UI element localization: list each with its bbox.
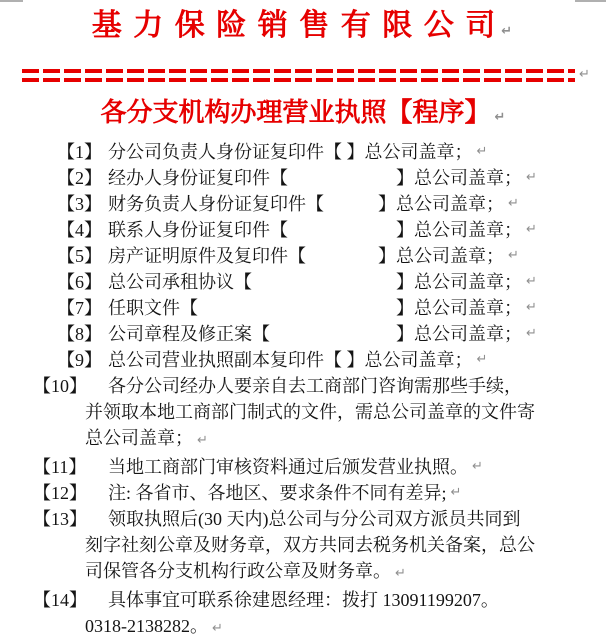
item-text: 领取执照后(30 天内)总公司与分公司双方派员共同到 xyxy=(108,509,521,529)
item-text-continuation xyxy=(85,399,606,425)
list-item-4 xyxy=(33,217,606,243)
list-item-13 xyxy=(0,506,606,587)
item-text-continuation xyxy=(85,532,606,558)
company-title-text: 基 力 保 险 销 售 有 限 公 司 xyxy=(91,9,498,42)
item-text: 联系人身份证复印件【 】总公司盖章； xyxy=(108,220,522,240)
item-number: 【6】 xyxy=(57,272,102,292)
item-text: 房产证明原件及复印件【 】总公司盖章； xyxy=(108,246,504,266)
item-text: 刻字社刻公章及财务章，双方共同去税务机关备案，总公 xyxy=(85,535,535,555)
dash-row-top xyxy=(22,69,575,73)
procedure-list xyxy=(0,139,606,642)
page-margin-mark-right xyxy=(575,0,606,2)
item-text: 司保管各分支机构行政公章及财务章。 xyxy=(85,561,391,581)
item-text: 注: 各省市、各地区、要求条件不同有差异; xyxy=(108,483,447,503)
item-text: 并领取本地工商部门制式的文件，需总公司盖章的文件寄 xyxy=(85,402,535,422)
company-title xyxy=(0,0,606,51)
paragraph-mark-icon: ↵ xyxy=(501,24,515,39)
list-item-14 xyxy=(0,587,606,642)
paragraph-mark-icon: ↵ xyxy=(476,352,488,367)
list-item-1 xyxy=(33,139,606,165)
item-text: 总公司承租协议【 】总公司盖章； xyxy=(108,272,522,292)
double-dash-line xyxy=(22,69,575,82)
paragraph-mark-icon: ↵ xyxy=(526,170,537,185)
paragraph-mark-icon: ↵ xyxy=(494,110,506,125)
paragraph-mark-icon: ↵ xyxy=(212,621,223,636)
item-number: 【7】 xyxy=(57,298,102,318)
list-item-7 xyxy=(33,295,606,321)
paragraph-mark-icon: ↵ xyxy=(526,274,537,289)
item-number: 【2】 xyxy=(57,168,102,188)
paragraph-mark-icon: ↵ xyxy=(450,485,462,500)
item-text: 总公司盖章； xyxy=(85,428,193,448)
list-item-12 xyxy=(33,480,606,506)
item-number: 【13】 xyxy=(33,509,87,529)
item-text: 经办人身份证复印件【 】总公司盖章； xyxy=(108,168,522,188)
dash-row-bottom xyxy=(22,78,575,82)
paragraph-mark-icon: ↵ xyxy=(526,222,537,237)
item-number: 【11】 xyxy=(33,457,87,477)
section-heading xyxy=(0,99,606,132)
item-text: 分公司负责人身份证复印件【 】总公司盖章； xyxy=(108,142,473,162)
item-number: 【5】 xyxy=(57,246,102,266)
item-text: 0318-2138282。 xyxy=(85,616,208,636)
item-number: 【8】 xyxy=(57,324,102,344)
paragraph-mark-icon: ↵ xyxy=(526,326,537,341)
list-item-6 xyxy=(33,269,606,295)
item-number: 【4】 xyxy=(57,220,102,240)
list-item-3 xyxy=(33,191,606,217)
list-item-11 xyxy=(33,454,606,480)
list-item-8 xyxy=(33,321,606,347)
item-text-continuation xyxy=(85,613,606,642)
red-double-separator xyxy=(22,67,606,82)
item-text: 各分公司经办人要亲自去工商部门咨询需那些手续， xyxy=(108,376,522,396)
paragraph-mark-icon: ↵ xyxy=(197,433,208,448)
paragraph-mark-icon: ↵ xyxy=(395,566,406,581)
item-text: 财务负责人身份证复印件【 】总公司盖章； xyxy=(108,194,504,214)
item-text-continuation xyxy=(85,558,606,587)
paragraph-mark-icon: ↵ xyxy=(476,144,488,159)
paragraph-mark-icon: ↵ xyxy=(508,196,519,211)
list-item-10 xyxy=(0,373,606,454)
paragraph-mark-icon: ↵ xyxy=(579,67,590,82)
item-number: 【12】 xyxy=(33,483,87,503)
list-item-5 xyxy=(33,243,606,269)
section-heading-text: 各分支机构办理营业执照【程序】 xyxy=(100,98,491,127)
paragraph-mark-icon: ↵ xyxy=(508,248,519,263)
item-number: 【10】 xyxy=(33,376,87,396)
item-number: 【3】 xyxy=(57,194,102,214)
item-text: 当地工商部门审核资料通过后颁发营业执照。 xyxy=(108,457,468,477)
item-text: 具体事宜可联系徐建恩经理：拨打 13091199207。 xyxy=(108,590,499,610)
list-item-9 xyxy=(33,347,606,373)
list-item-2 xyxy=(33,165,606,191)
item-number: 【9】 xyxy=(57,350,102,370)
item-number: 【1】 xyxy=(57,142,102,162)
item-text: 总公司营业执照副本复印件【 】总公司盖章； xyxy=(108,350,473,370)
paragraph-mark-icon: ↵ xyxy=(472,459,483,474)
item-text: 任职文件【 】总公司盖章； xyxy=(108,298,522,318)
item-text-continuation xyxy=(85,425,606,454)
page-margin-mark-left xyxy=(0,0,23,2)
item-text: 公司章程及修正案【 】总公司盖章； xyxy=(108,324,522,344)
paragraph-mark-icon: ↵ xyxy=(526,300,537,315)
item-number: 【14】 xyxy=(33,590,87,610)
